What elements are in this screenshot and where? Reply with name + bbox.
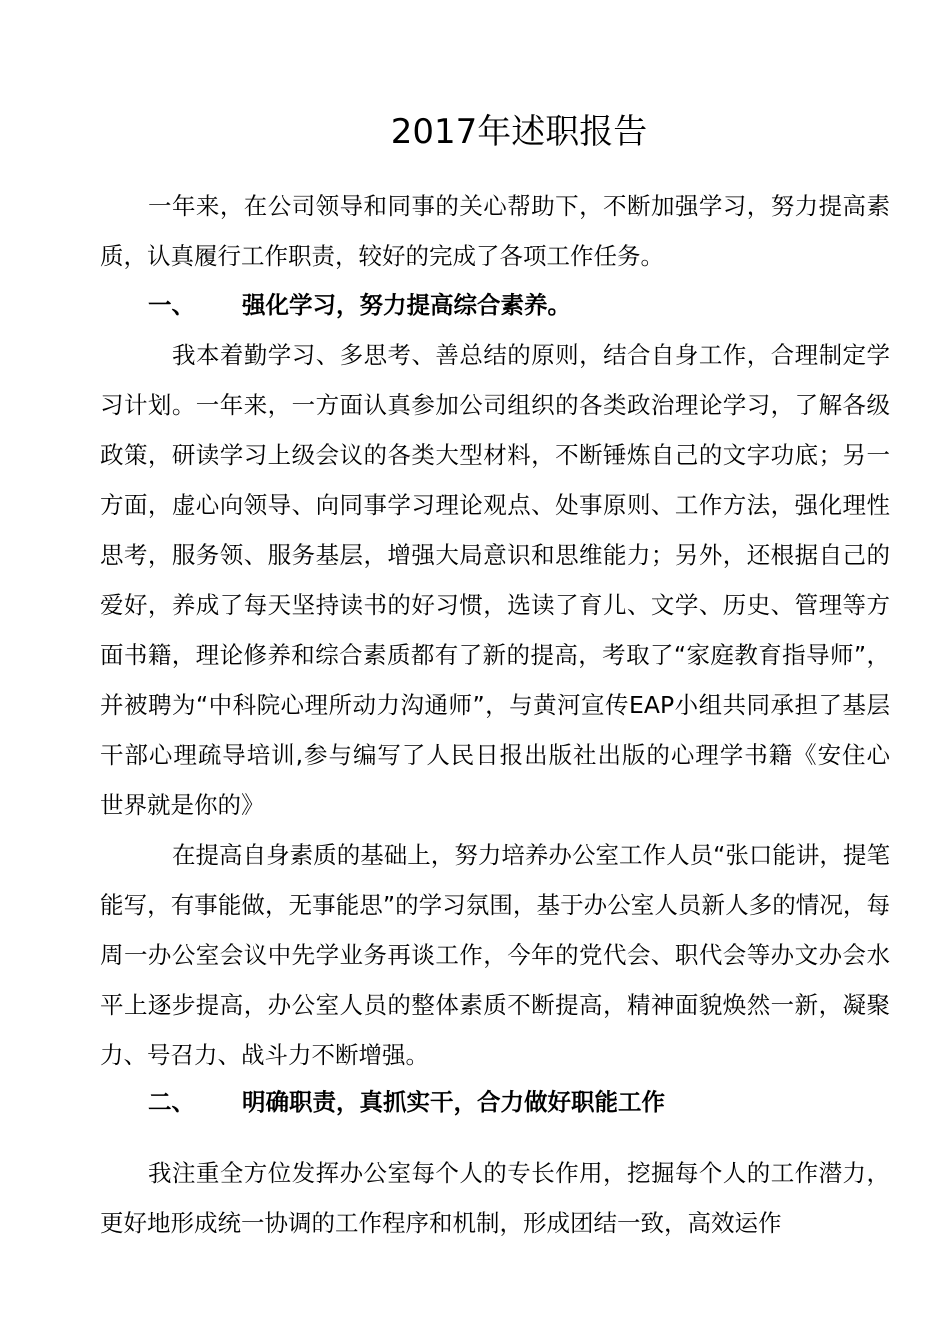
section-2-number: 二、 <box>148 1088 195 1116</box>
section-2-paragraph-1: 我注重全方位发挥办公室每个人的专长作用，挖掘每个人的工作潜力，更好地形成统一协调的工作程序和机制，形成团结一致，高效运作 <box>100 1159 890 1237</box>
document-title: 2017年述职报告 <box>390 112 648 152</box>
section-1-heading <box>148 280 571 330</box>
section-2-heading <box>148 1077 665 1127</box>
section-1-title: 强化学习，努力提高综合素养。 <box>242 291 571 319</box>
section-1-paragraph-2: 在提高自身素质的基础上，努力培养办公室工作人员“张口能讲，提笔能写，有事能做，无事能思”的学习氛围，基于办公室人员新人多的情况，每周一办公室会议中先学业务再谈工作，今年的党代会、职代会等办文办会水平上逐步提高，办公室人员的整体素质不断提高，精神面貌焕然一新，凝聚力、号召力、战斗力不断增强。 <box>100 841 890 1069</box>
section-1-number: 一、 <box>148 291 195 319</box>
section-2-title: 明确职责，真抓实干，合力做好职能工作 <box>242 1088 665 1116</box>
intro-paragraph: 一年来，在公司领导和同事的关心帮助下，不断加强学习，努力提高素质，认真履行工作职责，较好的完成了各项工作任务。 <box>100 192 890 270</box>
section-1-paragraph-1: 我本着勤学习、多思考、善总结的原则，结合自身工作，合理制定学习计划。一年来，一方面认真参加公司组织的各类政治理论学习，了解各级政策，研读学习上级会议的各类大型材料，不断锤炼自己的文字功底；另一方面，虚心向领导、向同事学习理论观点、处事原则、工作方法，强化理性思考，服务领、服务基层，增强大局意识和思维能力；另外，还根据自己的爱好，养成了每天坚持读书的好习惯，选读了育儿、文学、历史、管理等方面书籍，理论修养和综合素质都有了新的提高，考取了“家庭教育指导师”，并被聘为“中科院心理所动力沟通师”，与黄河宣传EAP小组共同承担了基层干部心理疏导培训,参与编写了人民日报出版社出版的心理学书籍《安住心 世界就是你的》 <box>100 341 890 819</box>
